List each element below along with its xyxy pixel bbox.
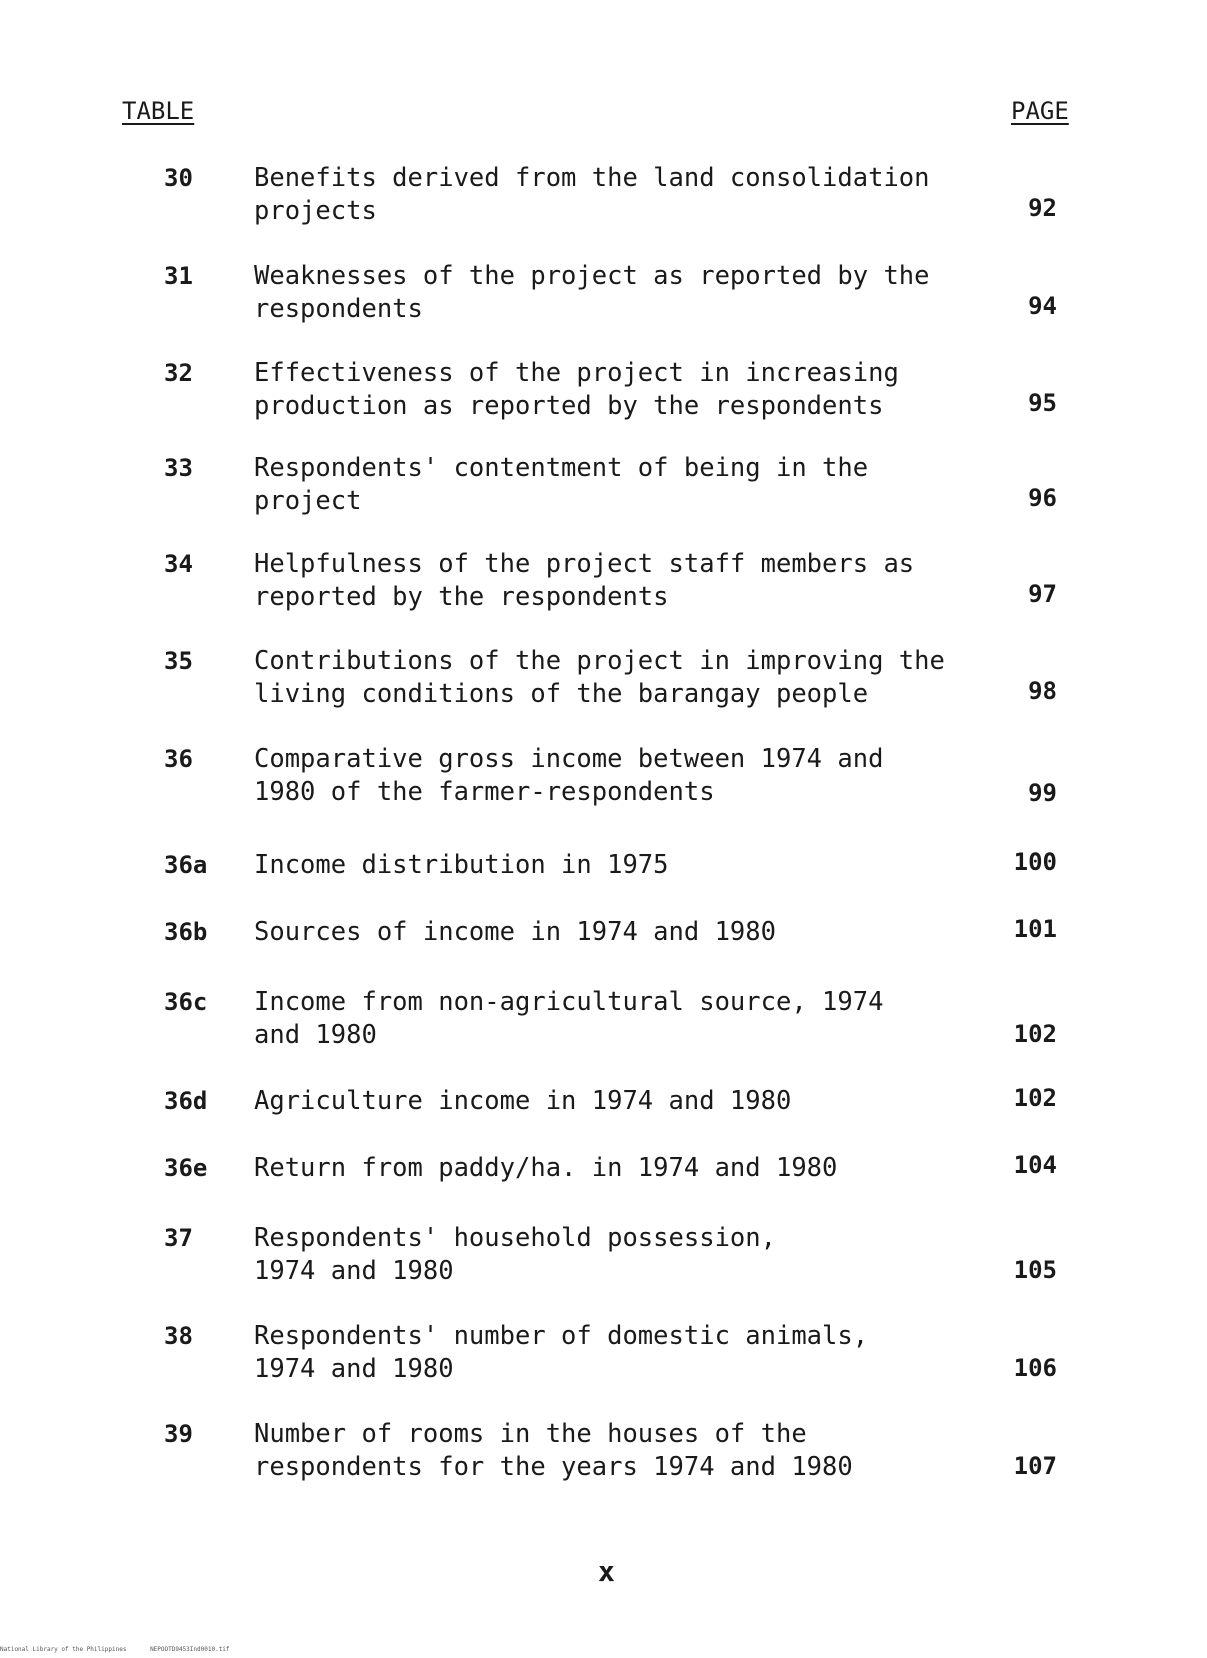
- table-number: 36: [164, 745, 193, 773]
- table-title: Respondents' number of domestic animals, 1974 and 1980: [254, 1321, 869, 1384]
- table-number: 36b: [164, 918, 208, 946]
- page-number: 94: [1028, 292, 1057, 320]
- file-stamp: NEPOOTD9453Ind0010.tif: [150, 1646, 230, 1653]
- table-column-header: TABLE: [122, 97, 195, 125]
- table-title: Respondents' contentment of being in the project: [254, 453, 869, 516]
- page-footer-number: x: [598, 1555, 615, 1588]
- table-title: Contributions of the project in improving the living conditions of the barangay people: [254, 646, 945, 709]
- table-title: Comparative gross income between 1974 and 1980 of the farmer-respondents: [254, 744, 884, 807]
- table-number: 36e: [164, 1154, 208, 1182]
- page-number: 107: [1013, 1452, 1057, 1480]
- table-number: 39: [164, 1420, 193, 1448]
- table-number: 35: [164, 647, 193, 675]
- table-number: 30: [164, 164, 193, 192]
- page-number: 105: [1013, 1256, 1057, 1284]
- table-title: Helpfulness of the project staff members as reported by the respondents: [254, 549, 915, 612]
- table-number: 38: [164, 1322, 193, 1350]
- table-number: 36a: [164, 851, 208, 879]
- scan-stamp: [0, 1646, 250, 1653]
- page-number: 98: [1028, 677, 1057, 705]
- table-title: Income from non-agricultural source, 1974 and 1980: [254, 987, 884, 1050]
- page-number: 102: [1013, 1020, 1057, 1048]
- table-number: 34: [164, 550, 193, 578]
- table-title: Income distribution in 1975: [254, 850, 669, 880]
- page-number: 106: [1013, 1354, 1057, 1382]
- page-number: 100: [1013, 848, 1057, 876]
- page-number: 97: [1028, 580, 1057, 608]
- table-title: Weaknesses of the project as reported by the respondents: [254, 261, 930, 324]
- table-title: Agriculture income in 1974 and 1980: [254, 1086, 792, 1116]
- page-number: 104: [1013, 1151, 1057, 1179]
- page-number: 92: [1028, 194, 1057, 222]
- library-stamp: National Library of the Philippines: [0, 1646, 127, 1653]
- page-number: 99: [1028, 779, 1057, 807]
- page-number: 102: [1013, 1084, 1057, 1112]
- page-number: 96: [1028, 484, 1057, 512]
- page-column-header: PAGE: [1011, 97, 1069, 125]
- page-number: 95: [1028, 389, 1057, 417]
- table-number: 32: [164, 359, 193, 387]
- table-number: 33: [164, 454, 193, 482]
- table-title: Sources of income in 1974 and 1980: [254, 917, 776, 947]
- page-number: 101: [1013, 915, 1057, 943]
- table-number: 31: [164, 262, 193, 290]
- table-title: Number of rooms in the houses of the respondents for the years 1974 and 1980: [254, 1419, 853, 1482]
- table-title: Benefits derived from the land consolidation projects: [254, 163, 930, 226]
- table-title: Effectiveness of the project in increasing production as reported by the respondents: [254, 358, 899, 421]
- table-title: Respondents' household possession, 1974 and 1980: [254, 1223, 776, 1286]
- table-number: 37: [164, 1224, 193, 1252]
- table-number: 36d: [164, 1087, 208, 1115]
- table-title: Return from paddy/ha. in 1974 and 1980: [254, 1153, 838, 1183]
- table-number: 36c: [164, 988, 208, 1016]
